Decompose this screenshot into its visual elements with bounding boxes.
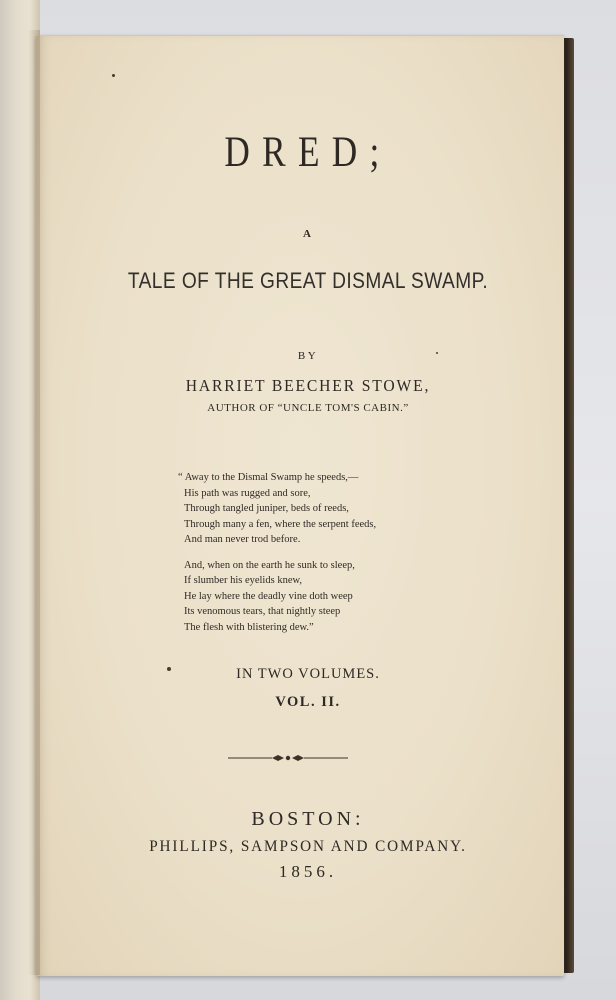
by-line: BY — [297, 350, 319, 362]
epigraph-line: Its venomous tears, that nightly steep — [184, 606, 341, 617]
epigraph-line: And man never trod before. — [184, 534, 301, 545]
epigraph-line: “ Away to the Dismal Swamp he speeds,— — [178, 472, 359, 483]
epigraph-line: His path was rugged and sore, — [184, 487, 311, 499]
stanza-break — [178, 548, 438, 558]
epigraph-line: And, when on the earth he sunk to sleep, — [184, 559, 355, 571]
epigraph-line: Through tangled juniper, beds of reeds, — [184, 503, 349, 514]
publisher-name: PHILLIPS, SAMPSON AND COMPANY. — [149, 838, 467, 855]
author-name: HARRIET BEECHER STOWE, — [185, 376, 431, 395]
publication-year: 1856. — [278, 862, 338, 881]
book-subtitle: TALE OF THE GREAT DISMAL SWAMP. — [127, 268, 489, 293]
epigraph — [178, 470, 438, 635]
book-title: DRED; — [224, 129, 392, 176]
volumes-note: IN TWO VOLUMES. — [236, 666, 380, 682]
volume-number: VOL. II. — [275, 694, 341, 710]
epigraph-line: If slumber his eyelids knew, — [184, 575, 303, 586]
author-credit: AUTHOR OF “UNCLE TOM'S CABIN.” — [207, 402, 409, 414]
page-gutter-shadow — [28, 30, 40, 975]
printers-rule-ornament-icon — [226, 750, 350, 766]
epigraph-line: Through many a fen, where the serpent feeds, — [184, 518, 377, 530]
epigraph-line: The flesh with blistering dew.” — [184, 621, 314, 633]
epigraph-line: He lay where the deadly vine doth weep — [184, 590, 353, 602]
title-article: A — [303, 228, 313, 240]
publication-city: BOSTON: — [251, 808, 365, 830]
paper-spot — [112, 74, 115, 77]
